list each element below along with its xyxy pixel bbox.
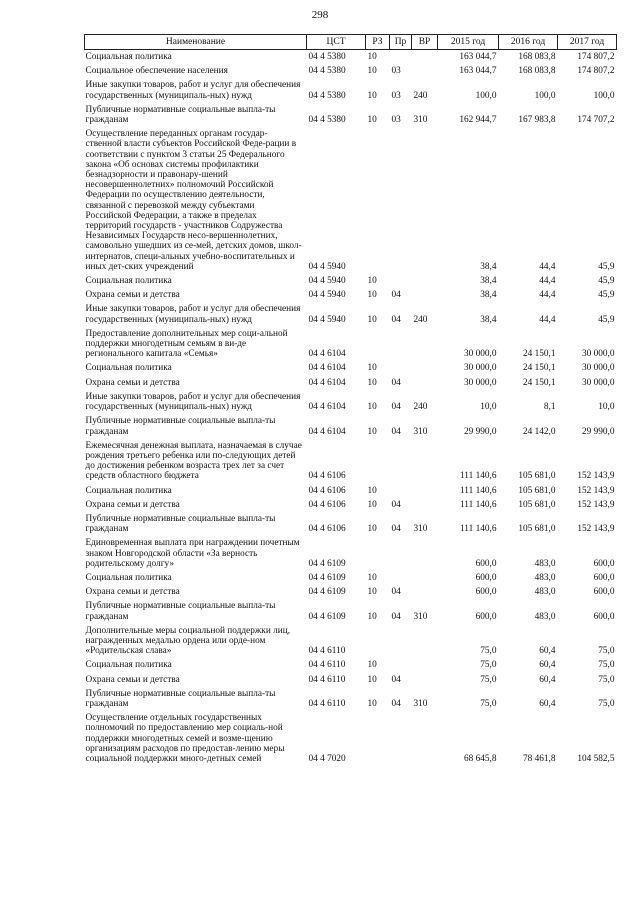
row-vr [412, 50, 438, 65]
table-row [85, 571, 617, 585]
row-cst: 04 4 6106 [308, 485, 346, 496]
row-vr [412, 64, 438, 78]
row-rz: 10 [367, 314, 377, 325]
row-2015: 600,0 [475, 611, 497, 622]
row-2016: 167 983,8 [518, 115, 556, 126]
row-rz: 10 [367, 698, 377, 709]
row-pr [390, 361, 412, 375]
row-2015: 100,0 [475, 90, 497, 101]
row-2015: 600,0 [475, 587, 497, 598]
row-2016: 60,4 [539, 698, 556, 709]
row-vr: 310 [413, 115, 428, 126]
row-cst: 04 4 6110 [308, 660, 346, 671]
row-2015: 68 645,8 [463, 753, 497, 764]
row-pr: 04 [391, 402, 401, 413]
row-cst: 04 4 6104 [308, 377, 346, 388]
row-vr [412, 624, 438, 659]
header-2017: 2017 год [558, 35, 617, 50]
row-name: Социальная политика [85, 660, 172, 671]
row-pr: 04 [391, 587, 401, 598]
row-cst: 04 4 6110 [308, 646, 346, 657]
row-2017: 600,0 [593, 558, 615, 569]
row-2017: 152 143,9 [577, 485, 615, 496]
row-rz: 10 [367, 402, 377, 413]
row-vr [412, 361, 438, 375]
row-2016: 483,0 [534, 611, 556, 622]
row-2015: 30 000,0 [463, 363, 497, 374]
row-2015: 75,0 [480, 646, 497, 657]
table-row [85, 484, 617, 498]
row-pr: 04 [391, 377, 401, 388]
row-2015: 162 944,7 [459, 115, 497, 126]
row-cst: 04 4 5380 [308, 66, 346, 77]
table-row [85, 711, 617, 766]
row-2016: 483,0 [534, 572, 556, 583]
row-rz [366, 711, 390, 766]
row-vr [412, 439, 438, 484]
table-row [85, 78, 617, 102]
row-rz: 10 [367, 660, 377, 671]
row-2017: 600,0 [593, 572, 615, 583]
row-pr [390, 658, 412, 672]
row-pr: 03 [391, 66, 401, 77]
table-row [85, 390, 617, 414]
table-row [85, 585, 617, 599]
header-2015: 2015 год [438, 35, 499, 50]
row-name: Публичные нормативные социальные выпла-ты гражданам [85, 688, 276, 709]
row-pr: 04 [391, 674, 401, 685]
row-2016: 44,4 [539, 261, 556, 272]
row-name: Публичные нормативные социальные выпла-ты гражданам [85, 104, 276, 126]
row-2017: 75,0 [598, 646, 615, 657]
row-2016: 78 461,8 [522, 753, 556, 764]
table-row [85, 64, 617, 78]
row-cst: 04 4 6109 [308, 587, 346, 598]
row-2016: 60,4 [539, 660, 556, 671]
row-2016: 24 150,1 [522, 377, 556, 388]
row-name: Единовременная выплата при награждении почетным знаком Новгородской области «За верность родительскому долгу» [85, 538, 300, 569]
table-row [85, 414, 617, 438]
row-cst: 04 4 6110 [308, 698, 346, 709]
row-name: Публичные нормативные социальные выпла-ты гражданам [85, 416, 276, 437]
row-rz: 10 [367, 66, 377, 77]
row-2017: 30 000,0 [581, 349, 615, 360]
table-row [85, 376, 617, 390]
row-vr [412, 327, 438, 362]
row-pr: 04 [391, 426, 401, 437]
row-pr: 04 [391, 314, 401, 325]
row-name: Охрана семьи и детства [85, 674, 180, 685]
row-2015: 10,0 [480, 402, 497, 413]
row-vr: 240 [413, 402, 428, 413]
row-name: Публичные нормативные социальные выпла-ты гражданам [85, 601, 276, 622]
row-cst: 04 4 5380 [308, 52, 346, 62]
table-row [85, 361, 617, 375]
row-cst: 04 4 5940 [308, 276, 346, 287]
row-rz: 10 [367, 587, 377, 598]
row-2015: 30 000,0 [463, 377, 497, 388]
row-cst: 04 4 6106 [308, 524, 346, 535]
row-vr: 310 [413, 426, 428, 437]
header-name: Наименование [85, 35, 307, 50]
table-row [85, 302, 617, 326]
row-2017: 30 000,0 [581, 363, 615, 374]
row-2015: 75,0 [480, 660, 497, 671]
row-name: Ежемесячная денежная выплата, назначаемая в случае рождения третьего ребенка или по-следующих детей до достижения ребенком возраста трех лет за счет средств областного бюджета [85, 440, 302, 482]
row-cst: 04 4 6104 [308, 363, 346, 374]
row-rz: 10 [367, 674, 377, 685]
row-vr: 310 [413, 611, 428, 622]
table-row [85, 327, 617, 362]
row-pr [390, 327, 412, 362]
row-2017: 104 582,5 [577, 753, 615, 764]
row-pr: 04 [391, 290, 401, 301]
row-2015: 111 140,6 [460, 485, 497, 496]
row-rz: 10 [367, 363, 377, 374]
row-2016: 105 681,0 [518, 524, 556, 535]
row-cst: 04 4 6104 [308, 402, 346, 413]
table-row [85, 536, 617, 571]
row-2016: 24 150,1 [522, 363, 556, 374]
row-name: Охрана семьи и детства [85, 290, 180, 301]
row-2016: 44,4 [539, 290, 556, 301]
row-2017: 152 143,9 [577, 499, 615, 510]
row-pr [390, 127, 412, 274]
row-rz [366, 327, 390, 362]
row-vr [412, 288, 438, 302]
header-rz: РЗ [366, 35, 390, 50]
row-2015: 111 140,6 [460, 524, 497, 535]
row-2017: 152 143,9 [577, 471, 615, 482]
row-2017: 45,9 [598, 261, 615, 272]
table-row [85, 103, 617, 127]
row-vr: 240 [413, 90, 428, 101]
row-vr [412, 571, 438, 585]
row-cst: 04 4 6110 [308, 674, 346, 685]
row-2015: 75,0 [480, 698, 497, 709]
row-rz [366, 536, 390, 571]
row-name: Социальная политика [85, 572, 172, 583]
row-2017: 75,0 [598, 674, 615, 685]
row-vr: 310 [413, 698, 428, 709]
row-2016: 168 083,8 [518, 66, 556, 77]
row-2017: 45,9 [598, 290, 615, 301]
row-name: Осуществление переданных органам государ-ственной власти субъектов Российской Феде-рации в соответствии с пунктом 3 статьи 25 Федерального закона «Об основах системы профилактики безнадзорности и правонару-шений несовершеннолетних» полномочий Российской Федерации по осуществлению деятельности, связанной с перевозкой между субъектами Российской Федерации, а также в пределах территорий государств - участников Содружества Независимых Государств несо-вершеннолетних, самовольно ушедших из се-мей, детских домов, школ-интернатов, специ-альных учебно-воспитательных и иных дет-ских учреждений [85, 129, 302, 272]
row-vr [412, 585, 438, 599]
table-body [85, 50, 617, 767]
row-2015: 30 000,0 [463, 349, 497, 360]
budget-table [84, 34, 617, 766]
row-pr: 04 [391, 611, 401, 622]
row-name: Социальная политика [85, 276, 172, 287]
row-2016: 483,0 [534, 587, 556, 598]
row-name: Иные закупки товаров, работ и услуг для обеспечения государственных (муниципаль-ных) нужд [85, 304, 301, 325]
page-number: 298 [311, 9, 329, 21]
row-rz [366, 439, 390, 484]
row-cst: 04 4 5940 [308, 314, 346, 325]
row-2015: 600,0 [475, 558, 497, 569]
header-vr: ВР [412, 35, 438, 50]
row-name: Социальная политика [85, 363, 172, 374]
row-rz: 10 [367, 377, 377, 388]
row-cst: 04 4 5940 [308, 261, 346, 272]
table-row [85, 687, 617, 711]
row-2017: 174 807,2 [577, 52, 615, 62]
row-rz: 10 [367, 290, 377, 301]
row-2017: 45,9 [598, 314, 615, 325]
row-2015: 163 044,7 [459, 52, 497, 62]
row-vr [412, 711, 438, 766]
row-pr: 04 [391, 524, 401, 535]
row-rz: 10 [367, 52, 377, 62]
row-2016: 24 142,0 [522, 426, 556, 437]
row-pr [390, 624, 412, 659]
row-pr: 03 [391, 90, 401, 101]
row-name: Социальная политика [85, 485, 172, 496]
row-2016: 24 150,1 [522, 349, 556, 360]
table-row [85, 673, 617, 687]
row-2017: 100,0 [593, 90, 615, 101]
row-cst: 04 4 5380 [308, 115, 346, 126]
row-2016: 60,4 [539, 674, 556, 685]
row-pr [390, 536, 412, 571]
row-name: Охрана семьи и детства [85, 499, 180, 510]
row-vr: 240 [413, 314, 428, 325]
row-pr [390, 711, 412, 766]
row-rz: 10 [367, 524, 377, 535]
row-vr [412, 536, 438, 571]
row-2016: 483,0 [534, 558, 556, 569]
row-vr [412, 498, 438, 512]
row-name: Дополнительные меры социальной поддержки лиц, награжденных медалью ордена или орде-ном «Родительская слава» [85, 625, 291, 657]
row-2016: 105 681,0 [518, 471, 556, 482]
table-row [85, 50, 617, 65]
row-rz: 10 [367, 276, 377, 287]
row-vr [412, 127, 438, 274]
row-pr [390, 50, 412, 65]
row-rz: 10 [367, 115, 377, 126]
row-pr [390, 484, 412, 498]
row-2015: 29 990,0 [463, 426, 497, 437]
row-name: Охрана семьи и детства [85, 587, 180, 598]
row-pr: 03 [391, 115, 401, 126]
row-cst: 04 4 6106 [308, 471, 346, 482]
row-name: Охрана семьи и детства [85, 377, 180, 388]
row-vr [412, 274, 438, 288]
row-cst: 04 4 6109 [308, 611, 346, 622]
row-2017: 174 807,2 [577, 66, 615, 77]
row-cst: 04 4 6106 [308, 499, 346, 510]
row-2016: 44,4 [539, 314, 556, 325]
row-name: Осуществление отдельных государственных полномочий по предоставлению мер социаль-ной поддержки многодетных семей и возме-щению организациям расходов по предостав-лению меры социальной поддержки много-детных семей [85, 713, 285, 764]
row-name: Иные закупки товаров, работ и услуг для обеспечения государственных (муниципаль-ных) нужд [85, 391, 301, 413]
row-2015: 38,4 [480, 314, 497, 325]
row-2015: 111 140,6 [460, 471, 497, 482]
row-rz: 10 [367, 611, 377, 622]
table-header-row [85, 35, 617, 50]
row-name: Иные закупки товаров, работ и услуг для обеспечения государственных (муниципаль-ных) нужд [85, 80, 301, 101]
row-2016: 105 681,0 [518, 499, 556, 510]
row-rz: 10 [367, 90, 377, 101]
row-vr [412, 673, 438, 687]
row-2016: 44,4 [539, 276, 556, 287]
table-row [85, 512, 617, 536]
row-name: Социальное обеспечение населения [85, 66, 228, 77]
row-cst: 04 4 5380 [308, 90, 346, 101]
row-pr [390, 439, 412, 484]
row-2015: 163 044,7 [459, 66, 497, 77]
table-row [85, 439, 617, 484]
row-name: Социальная политика [85, 52, 172, 62]
row-vr [412, 484, 438, 498]
row-pr [390, 274, 412, 288]
row-rz [366, 127, 390, 274]
row-cst: 04 4 6104 [308, 349, 346, 360]
row-2017: 75,0 [598, 698, 615, 709]
row-2016: 168 083,8 [518, 52, 556, 62]
row-2015: 75,0 [480, 674, 497, 685]
row-2017: 29 990,0 [581, 426, 615, 437]
table-row [85, 127, 617, 274]
row-cst: 04 4 6109 [308, 558, 346, 569]
table-row [85, 658, 617, 672]
row-2015: 111 140,6 [460, 499, 497, 510]
row-name: Предоставление дополнительных мер соци-альной поддержки многодетным семьям в ви-де регионального капитала «Семья» [85, 328, 288, 360]
row-2016: 105 681,0 [518, 485, 556, 496]
table-row [85, 288, 617, 302]
row-rz [366, 624, 390, 659]
row-2016: 60,4 [539, 646, 556, 657]
row-vr: 310 [413, 524, 428, 535]
row-2015: 38,4 [480, 290, 497, 301]
row-cst: 04 4 6109 [308, 572, 346, 583]
row-2017: 75,0 [598, 660, 615, 671]
row-2015: 38,4 [480, 261, 497, 272]
row-2016: 100,0 [534, 90, 556, 101]
row-pr: 04 [391, 499, 401, 510]
row-2015: 38,4 [480, 276, 497, 287]
row-vr [412, 658, 438, 672]
row-vr [412, 376, 438, 390]
row-2017: 174 707,2 [577, 115, 615, 126]
table-row [85, 274, 617, 288]
row-cst: 04 4 5940 [308, 290, 346, 301]
header-2016: 2016 год [499, 35, 558, 50]
row-pr [390, 571, 412, 585]
table-row [85, 599, 617, 623]
header-pr: Пр [390, 35, 412, 50]
row-cst: 04 4 6104 [308, 426, 346, 437]
row-cst: 04 4 7020 [308, 753, 346, 764]
row-2017: 45,9 [598, 276, 615, 287]
row-2017: 10,0 [598, 402, 615, 413]
row-2015: 600,0 [475, 572, 497, 583]
row-rz: 10 [367, 485, 377, 496]
row-pr: 04 [391, 698, 401, 709]
row-2017: 30 000,0 [581, 377, 615, 388]
table-row [85, 498, 617, 512]
row-name: Публичные нормативные социальные выпла-ты гражданам [85, 513, 276, 535]
row-2017: 152 143,9 [577, 524, 615, 535]
table-row [85, 624, 617, 659]
row-2017: 600,0 [593, 611, 615, 622]
row-2017: 600,0 [593, 587, 615, 598]
row-rz: 10 [367, 572, 377, 583]
row-rz: 10 [367, 426, 377, 437]
row-2016: 8,1 [543, 402, 556, 413]
header-cst: ЦСТ [307, 35, 366, 50]
row-rz: 10 [367, 499, 377, 510]
